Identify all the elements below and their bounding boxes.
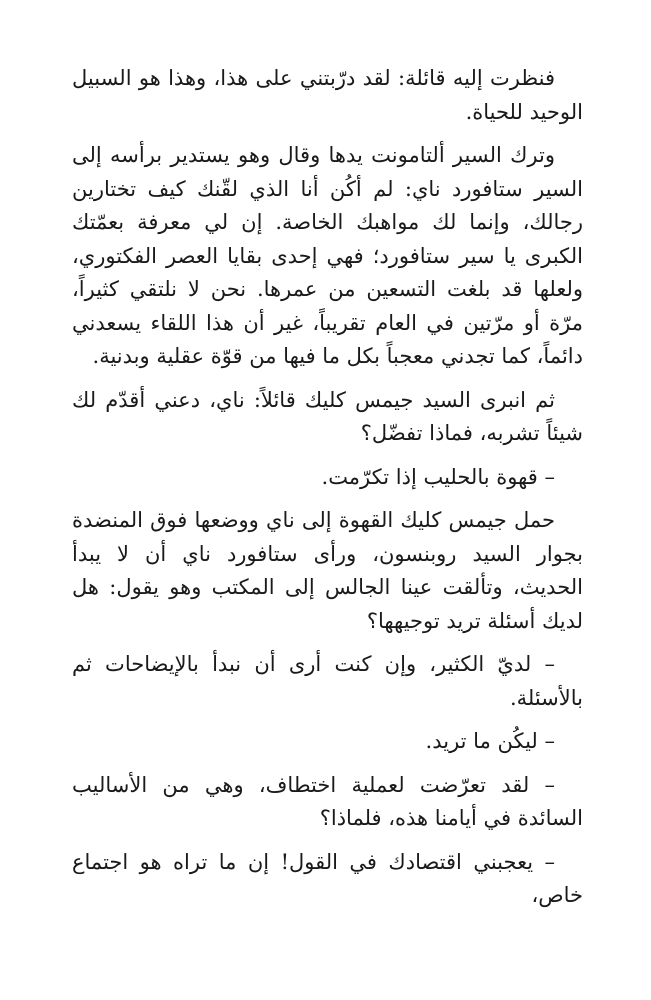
dialog-line-1: – قهوة بالحليب إذا تكرّمت. (321, 464, 555, 489)
paragraph-4: حمل جيمس كليك القهوة إلى ناي ووضعها فوق المنضدة بجوار السيد روبنسون، ورأى ستافورد ناي أن لا يبدأ الحديث، وتألقت عينا الجالس إلى المكتب وهو يقول: هل لديك أسئلة تريد توجيهها؟ (72, 508, 583, 633)
text-column (72, 62, 583, 923)
paragraph-1: فنظرت إليه قائلة: لقد درّبتني على هذا، وهذا هو السبيل الوحيد للحياة. (72, 66, 583, 124)
paragraph-3: ثم انبرى السيد جيمس كليك قائلاً: ناي، دعني أقدّم لك شيئاً تشربه، فماذا تفضّل؟ (72, 387, 583, 445)
dialog-line-3: – ليكُن ما تريد. (425, 729, 555, 753)
dialog-line-4: – لقد تعرّضت لعملية اختطاف، وهي من الأساليب السائدة في أيامنا هذه، فلماذا؟ (72, 772, 583, 830)
paragraph-2: وترك السير ألتامونت يدها وقال وهو يستدير برأسه إلى السير ستافورد ناي: لم أكُن أنا الذي لقّنك كيف تختارين رجالك، وإنما لك مواهبك الخاصة. إن لي معرفة بعمّتك الكبرى يا سير ستافورد؛ فهي إحدى بقايا العصر الفكتوري، ولعلها قد بلغت التسعين من عمرها. نحن لا نلتقي كثيراً، مرّة أو مرّتين في العام تقريباً، غير أن هذا اللقاء يسعدني دائماً، كما تجدني معجباً بكل ما فيها من قوّة عقلية وبدنية. (72, 143, 583, 368)
dialog-line-5: – يعجبني اقتصادك في القول! إن ما تراه هو اجتماع خاص، (72, 849, 583, 907)
dialog-line-2: – لديّ الكثير، وإن كنت أرى أن نبدأ بالإيضاحات ثم بالأسئلة. (72, 652, 583, 710)
